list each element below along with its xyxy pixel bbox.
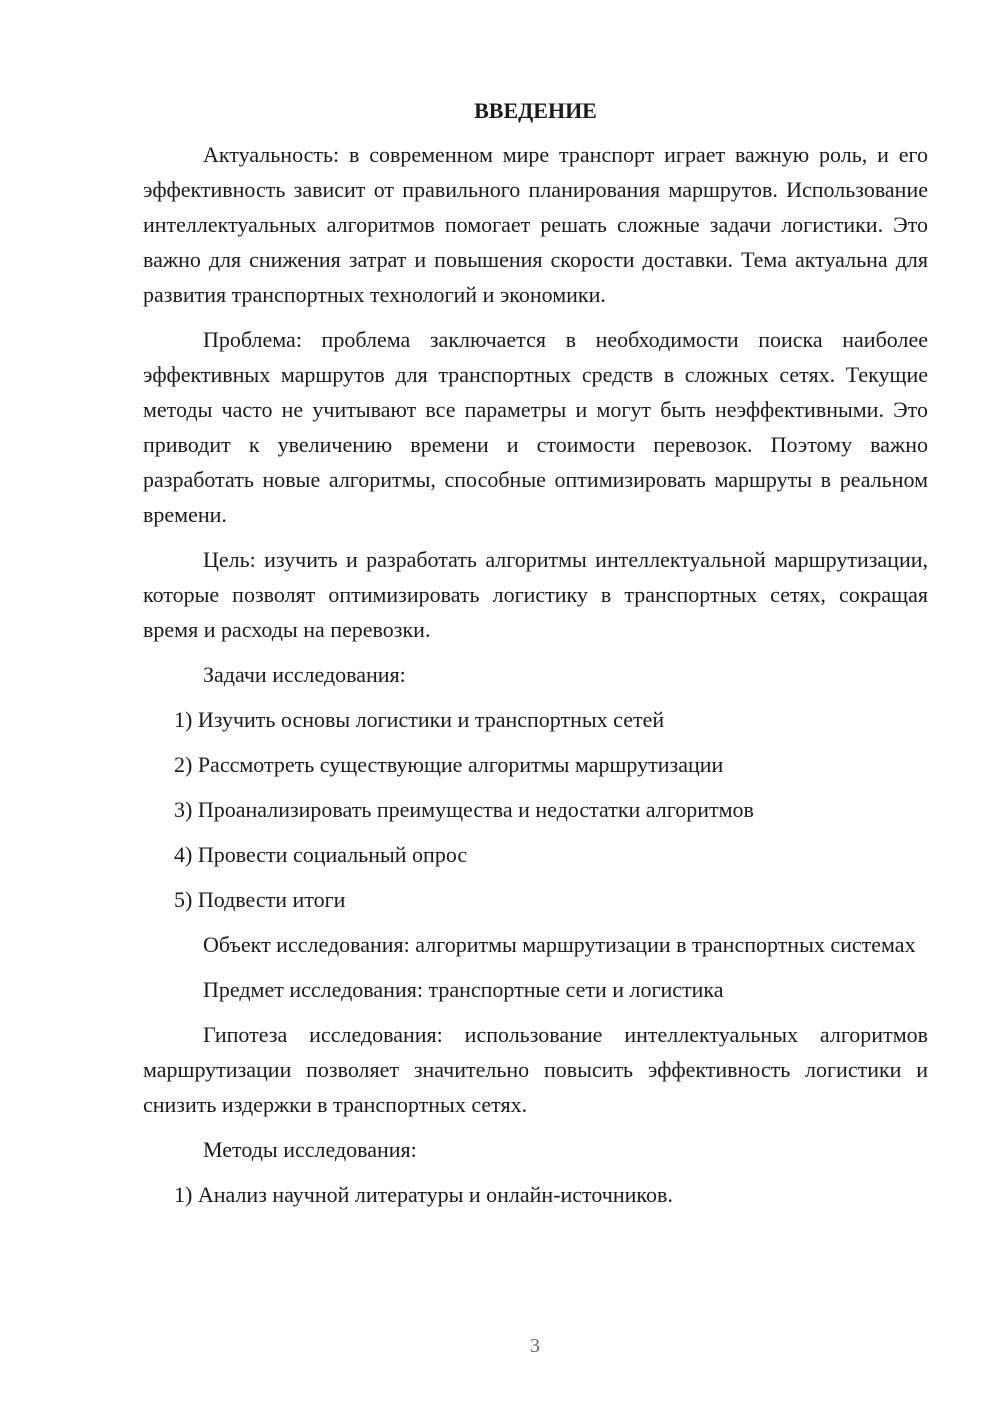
object-paragraph: Объект исследования: алгоритмы маршрутизации в транспортных системах [203,932,916,957]
list-item: 5) Подвести итоги [174,887,346,912]
list-item: 1) Изучить основы логистики и транспортных сетей [174,707,665,732]
list-item: 4) Провести социальный опрос [174,842,468,867]
list-item: 2) Рассмотреть существующие алгоритмы маршрутизации [174,752,724,777]
list-item: 1) Анализ научной литературы и онлайн-источников. [174,1182,673,1207]
relevance-paragraph: Актуальность: в современном мире транспорт играет важную роль, и его эффективность зависит от правильного планирования маршрутов. Использование интеллектуальных алгоритмов помогает решать сложные задачи логистики. Это важно для снижения затрат и повышения скорости доставки. Тема актуальна для развития транспортных технологий и экономики. [143,142,928,307]
goal-paragraph: Цель: изучить и разработать алгоритмы интеллектуальной маршрутизации, которые позволят оптимизировать логистику в транспортных сетях, сокращая время и расходы на перевозки. [143,547,928,642]
page-number: 3 [530,1335,540,1357]
methods-heading: Методы исследования: [203,1137,417,1162]
page-content [143,95,928,1222]
tasks-list [143,702,928,917]
subject-paragraph: Предмет исследования: транспортные сети и логистика [203,977,724,1002]
page-title: ВВЕДЕНИЕ [474,98,597,123]
problem-paragraph: Проблема: проблема заключается в необходимости поиска наиболее эффективных маршрутов для транспортных средств в сложных сетях. Текущие методы часто не учитывают все параметры и могут быть неэффективными. Это приводит к увеличению времени и стоимости перевозок. Поэтому важно разработать новые алгоритмы, способные оптимизировать маршруты в реальном времени. [143,327,928,527]
tasks-heading: Задачи исследования: [203,662,406,687]
methods-list [143,1177,928,1212]
hypothesis-paragraph: Гипотеза исследования: использование интеллектуальных алгоритмов маршрутизации позволяет значительно повысить эффективность логистики и снизить издержки в транспортных сетях. [143,1022,928,1117]
list-item: 3) Проанализировать преимущества и недостатки алгоритмов [174,797,754,822]
